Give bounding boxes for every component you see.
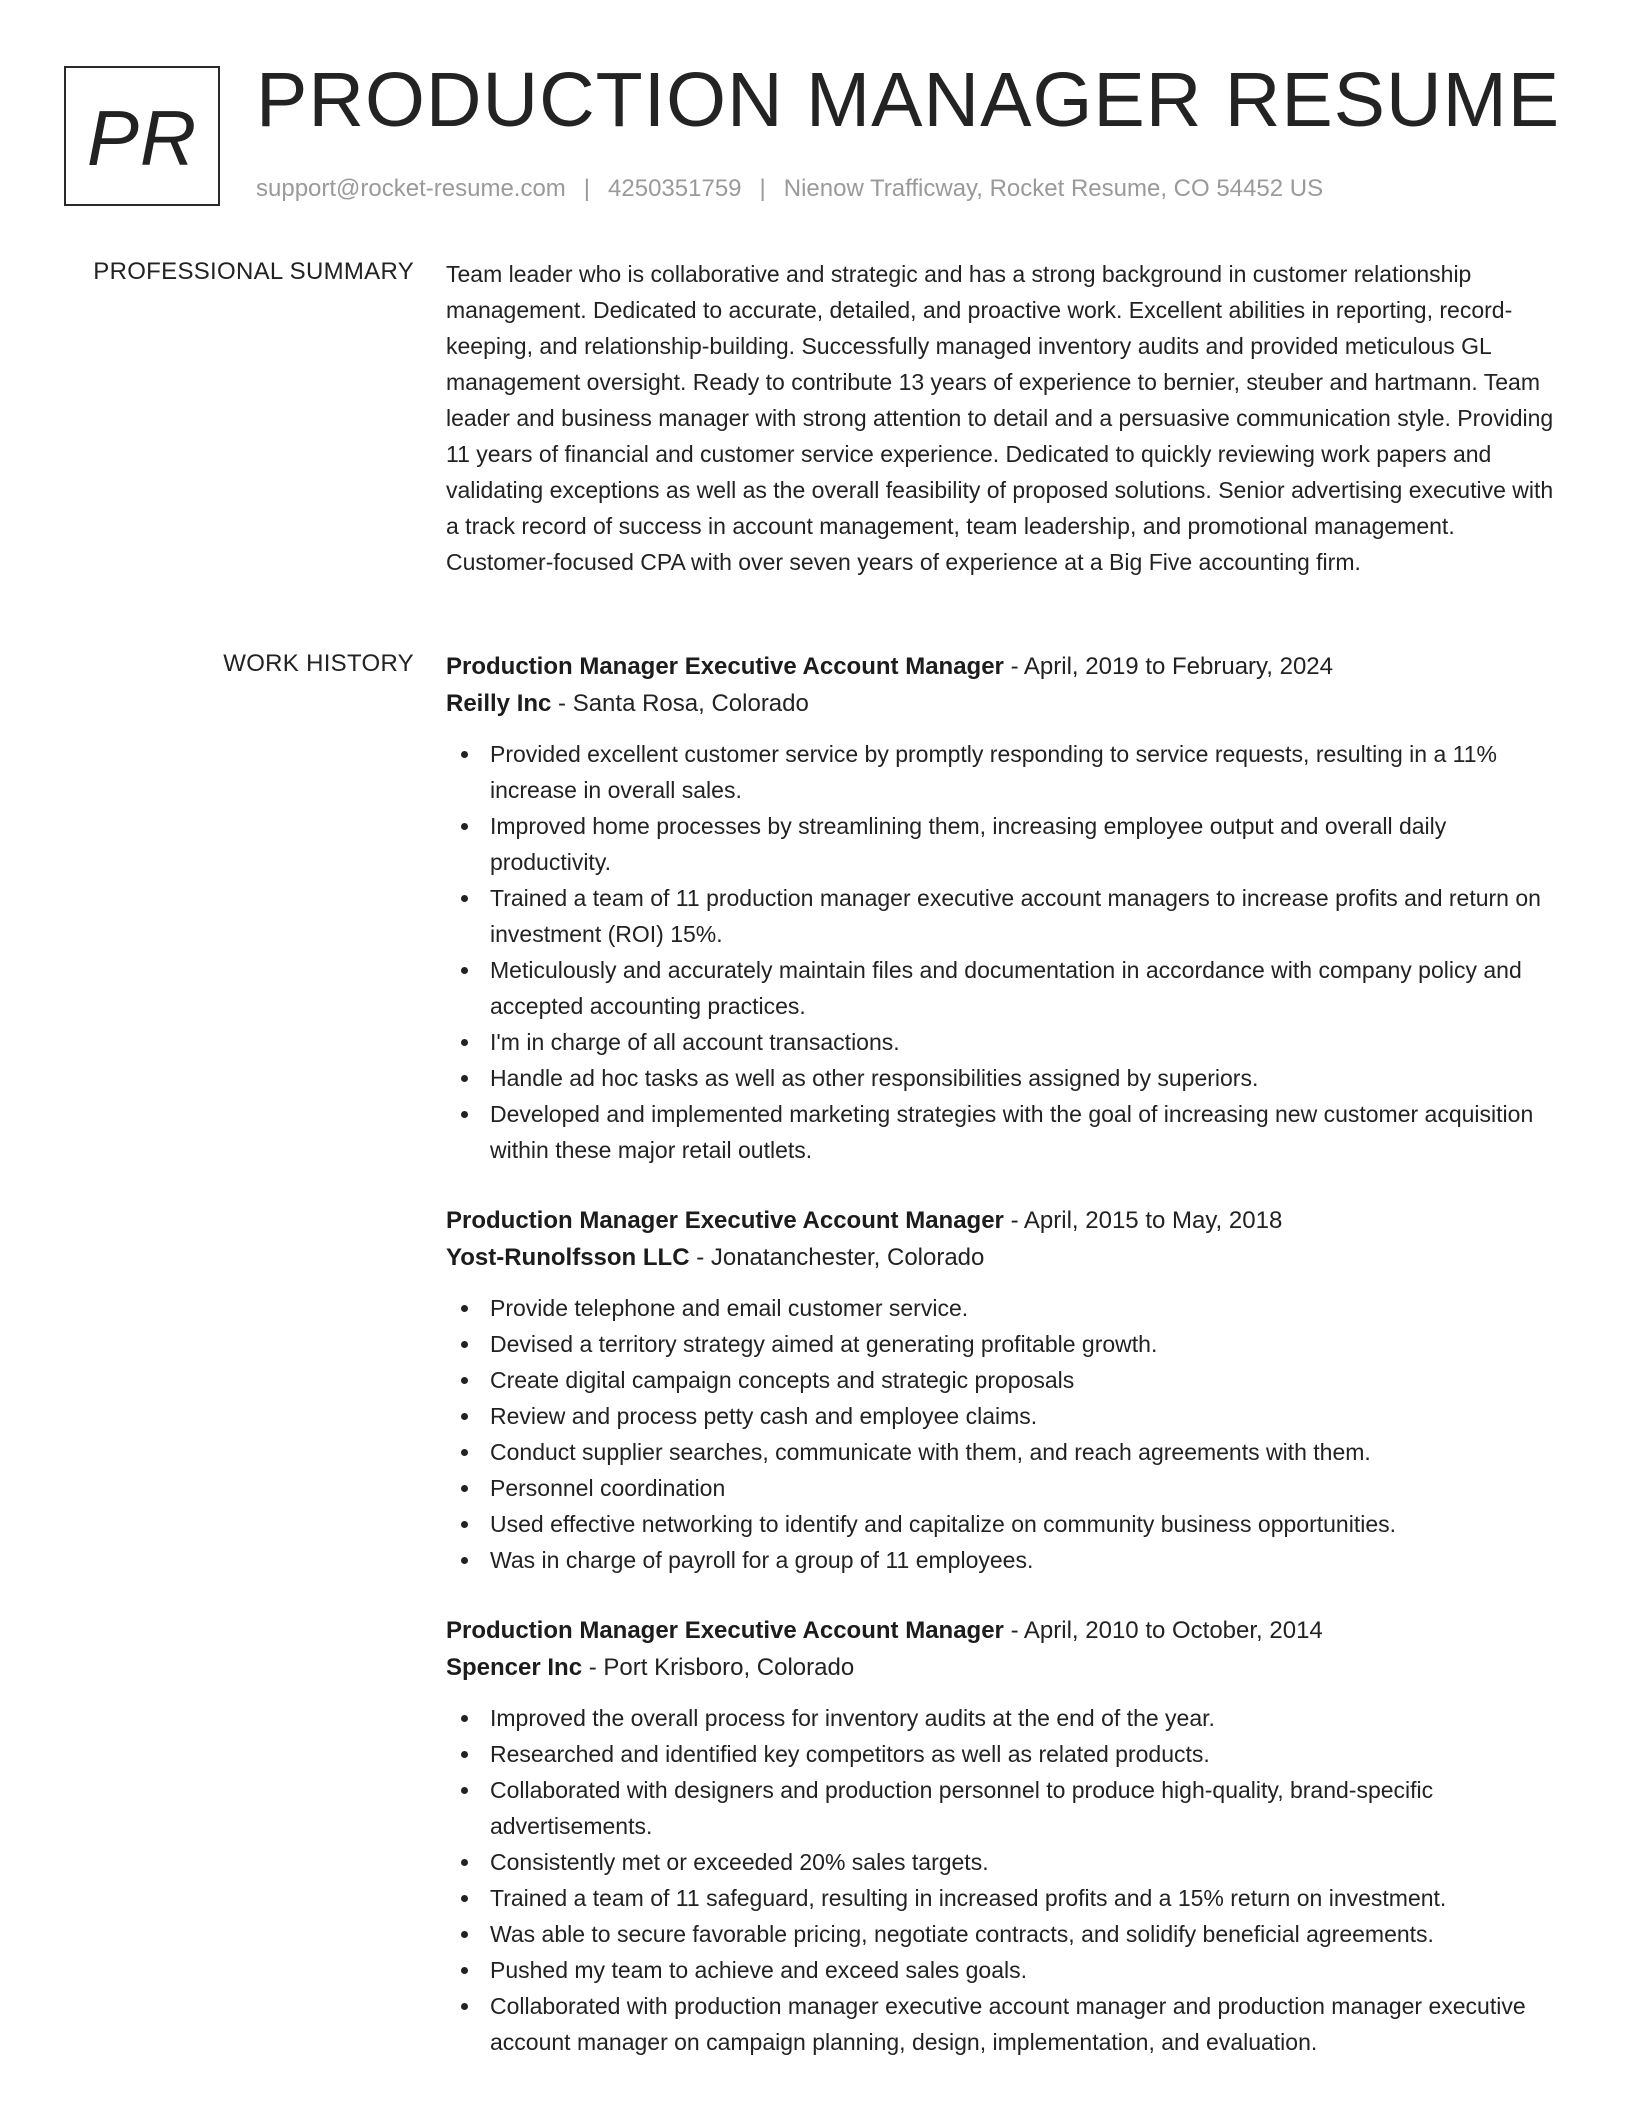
contact-separator: |: [583, 175, 591, 202]
job-company-line: [446, 1649, 1566, 1686]
job-bullet: Devised a territory strategy aimed at generating profitable growth.: [446, 1326, 1566, 1362]
job-title-line: [446, 648, 1566, 685]
monogram-box: [64, 66, 220, 206]
resume-title: PRODUCTION MANAGER RESUME: [256, 57, 1561, 143]
job-bullet: Improved home processes by streamlining them, increasing employee output and overall daily productivity.: [446, 808, 1566, 880]
job-bullet: Was in charge of payroll for a group of 11 employees.: [446, 1542, 1566, 1578]
job-company-line: [446, 1239, 1566, 1276]
job-title: Production Manager Executive Account Manager: [446, 653, 1004, 680]
work-history-label: WORK HISTORY: [223, 650, 414, 677]
job-bullets: [446, 1700, 1566, 2060]
job-location: - Jonatanchester, Colorado: [689, 1244, 985, 1271]
job-title-line: [446, 1612, 1566, 1649]
job-bullet: Collaborated with designers and production personnel to produce high-quality, brand-specific advertisements.: [446, 1772, 1566, 1844]
job-title-line: [446, 1202, 1566, 1239]
job-bullet: I'm in charge of all account transactions.: [446, 1024, 1566, 1060]
job-bullet: Researched and identified key competitors as well as related products.: [446, 1736, 1566, 1772]
job-bullet: Consistently met or exceeded 20% sales targets.: [446, 1844, 1566, 1880]
monogram-initials: PR: [86, 94, 198, 182]
job-bullet: Trained a team of 11 safeguard, resulting in increased profits and a 15% return on investment.: [446, 1880, 1566, 1916]
job-title: Production Manager Executive Account Manager: [446, 1207, 1004, 1234]
job-dates: - April, 2015 to May, 2018: [1003, 1207, 1283, 1234]
job-company: Reilly Inc: [446, 690, 552, 717]
job-bullet: Was able to secure favorable pricing, negotiate contracts, and solidify beneficial agreements.: [446, 1916, 1566, 1952]
summary-text: Team leader who is collaborative and strategic and has a strong background in customer relationship management. Dedicated to accurate, detailed, and proactive work. Excellent abilities in reporting, record-keeping, and relationship-building. Successfully managed inventory audits and provided meticulous GL management oversight. Ready to contribute 13 years of experience to bernier, steuber and hartmann. Team leader and business manager with strong attention to detail and a persuasive communication style. Providing 11 years of financial and customer service experience. Dedicated to quickly reviewing work papers and validating exceptions as well as the overall feasibility of proposed solutions. Senior advertising executive with a track record of success in account management, team leadership, and promotional management. Customer-focused CPA with over seven years of experience at a Big Five accounting firm.: [446, 261, 1554, 575]
contact-address: Nienow Trafficway, Rocket Resume, CO 54452 US: [783, 175, 1324, 202]
job-dates: - April, 2019 to February, 2024: [1003, 653, 1333, 680]
contact-phone: 4250351759: [608, 175, 742, 202]
job-entry: [446, 1612, 1566, 2060]
job-company: Yost-Runolfsson LLC: [446, 1244, 690, 1271]
job-bullet: Review and process petty cash and employee claims.: [446, 1398, 1566, 1434]
contact-line: [256, 175, 1323, 203]
summary-body: [446, 256, 1566, 580]
job-bullets: [446, 736, 1566, 1168]
contact-email: support@rocket-resume.com: [256, 175, 566, 202]
job-bullet: Developed and implemented marketing strategies with the goal of increasing new customer acquisition within these major retail outlets.: [446, 1096, 1566, 1168]
job-dates: - April, 2010 to October, 2014: [1003, 1617, 1323, 1644]
job-bullet: Provide telephone and email customer service.: [446, 1290, 1566, 1326]
job-bullet: Handle ad hoc tasks as well as other responsibilities assigned by superiors.: [446, 1060, 1566, 1096]
job-entry: [446, 648, 1566, 1168]
work-history-body: [446, 648, 1566, 2060]
summary-label: PROFESSIONAL SUMMARY: [93, 258, 414, 285]
job-location: - Port Krisboro, Colorado: [582, 1654, 855, 1681]
job-bullet: Used effective networking to identify and capitalize on community business opportunities.: [446, 1506, 1566, 1542]
job-bullet: Collaborated with production manager executive account manager and production manager executive account manager on campaign planning, design, implementation, and evaluation.: [446, 1988, 1566, 2060]
job-bullet: Provided excellent customer service by promptly responding to service requests, resulting in a 11% increase in overall sales.: [446, 736, 1566, 808]
job-bullet: Pushed my team to achieve and exceed sales goals.: [446, 1952, 1566, 1988]
job-location: - Santa Rosa, Colorado: [551, 690, 809, 717]
job-bullet: Meticulously and accurately maintain files and documentation in accordance with company policy and accepted accounting practices.: [446, 952, 1566, 1024]
job-bullet: Improved the overall process for inventory audits at the end of the year.: [446, 1700, 1566, 1736]
job-entry: [446, 1202, 1566, 1578]
job-company-line: [446, 685, 1566, 722]
contact-separator: |: [759, 175, 766, 202]
job-bullet: Conduct supplier searches, communicate with them, and reach agreements with them.: [446, 1434, 1566, 1470]
job-bullets: [446, 1290, 1566, 1578]
job-bullet: Trained a team of 11 production manager executive account managers to increase profits and return on investment (ROI) 15%.: [446, 880, 1566, 952]
job-bullet: Create digital campaign concepts and strategic proposals: [446, 1362, 1566, 1398]
job-company: Spencer Inc: [446, 1654, 583, 1681]
job-bullet: Personnel coordination: [446, 1470, 1566, 1506]
job-title: Production Manager Executive Account Manager: [446, 1617, 1004, 1644]
